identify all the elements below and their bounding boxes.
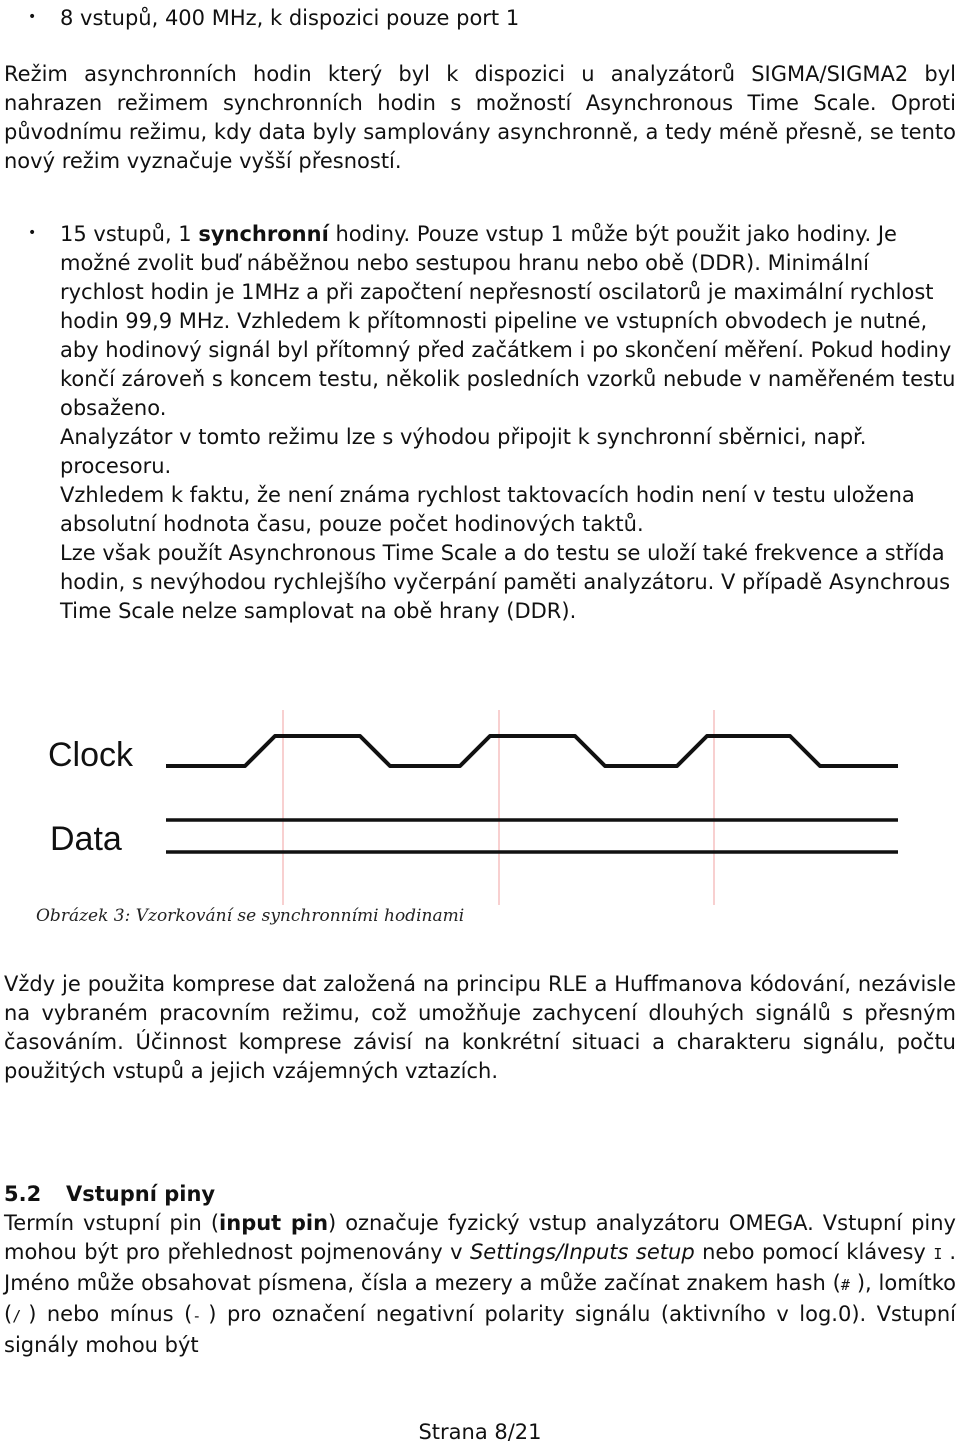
section-heading	[4, 1180, 215, 1209]
para3-text: . Jméno může obsahovat písmena, čísla a mezery a může začínat znakem hash (	[4, 1240, 956, 1295]
section-number: 5.2	[4, 1182, 42, 1206]
bullet-dot-icon: •	[28, 9, 37, 25]
section-title: Vstupní piny	[66, 1182, 216, 1206]
data-label: Data	[50, 820, 122, 858]
bullet-2-para-2: Analyzátor v tomto režimu lze s výhodou připojit k synchronní sběrnici, např. procesoru.	[60, 425, 867, 478]
bullet-1-text: 8 vstupů, 400 MHz, k dispozici pouze port 1	[60, 6, 520, 30]
key-i-icon: I	[933, 1245, 943, 1263]
bullet-2-bold: synchronní	[198, 222, 329, 246]
bullet-2-para-4: Lze však použít Asynchronous Time Scale a do testu se uloží také frekvence a střída hodin, s nevýhodou rychlejšího vyčerpání paměti analyzátoru. V případě Asynchrous Time Scale nelze samplovat na obě hrany (DDR).	[60, 541, 951, 623]
para3-text: Termín vstupní pin (	[4, 1211, 220, 1235]
clock-data-timing-diagram	[0, 700, 960, 910]
bullet-2-content	[60, 220, 956, 626]
bullet-2-para-1	[60, 220, 956, 423]
clock-label: Clock	[48, 736, 134, 774]
para3-text: nebo pomocí klávesy	[694, 1240, 934, 1264]
page-number: Strana 8/21	[418, 1420, 542, 1444]
slash-key-icon: /	[12, 1307, 22, 1325]
paragraph-compression: Vždy je použita komprese dat založená na principu RLE a Huffmanova kódování, nezávisle na vybraném pracovním režimu, což umožňuje zachycení dlouhých signálů s přesným časováním. Účinnost komprese závisí na konkrétní situaci a charakteru signálu, počtu použitých vstupů a jejich vzájemných vztazích.	[4, 972, 956, 1083]
paragraph-async-clock: Režim asynchronních hodin který byl k dispozici u analyzátorů SIGMA/SIGMA2 byl nahrazen režimem synchronních hodin s možností Asynchronous Time Scale. Oproti původnímu režimu, kdy data byly samplovány asynchronně, a tedy méně přesně, se tento nový režim vyznačuje vyšší přesností.	[4, 62, 956, 173]
para3-text: ) nebo mínus (	[28, 1302, 193, 1326]
para3-text: ) pro označení negativní polarity signálu (aktivního v log.0). Vstupní signály mohou být	[4, 1302, 957, 1357]
bullet-2-post: hodiny. Pouze vstup 1 může být použit jako hodiny. Je možné zvolit buď náběžnou nebo sestupou hranu nebo obě (DDR). Minimální rychlost hodin je 1MHz a při započtení nepřesností oscilatorů je maximální rychlost hodin 99,9 MHz. Vzhledem k přítomnosti pipeline ve vstupních obvodech je nutné, aby hodinový signál byl přítomný před začátkem i po skončení měření. Pokud hodiny končí zároveň s koncem testu, několik posledních vzorků nebude v naměřeném testu obsaženo.	[60, 222, 956, 420]
bullet-2-para-3: Vzhledem k faktu, že není známa rychlost taktovacích hodin není v testu uložena absolutní hodnota času, pouze počet hodinových taktů.	[60, 483, 915, 536]
figure-caption: Obrázek 3: Vzorkování se synchronními hodinami	[36, 906, 465, 926]
bullet-dot-icon: •	[28, 225, 37, 241]
bullet-2-pre: 15 vstupů, 1	[60, 222, 199, 246]
input-pin-term: input pin	[219, 1211, 329, 1235]
hash-key-icon: #	[840, 1276, 850, 1294]
clock-waveform	[166, 736, 898, 766]
paragraph-input-pins	[4, 1209, 956, 1360]
para3-text: ), lomítko (	[4, 1271, 956, 1326]
minus-key-icon: -	[192, 1307, 202, 1325]
settings-menu-path: Settings/Inputs setup	[469, 1240, 695, 1264]
para3-text: ) označuje fyzický vstup analyzátoru OMEGA. Vstupní piny mohou být pro přehlednost pojmenovány v	[4, 1211, 956, 1264]
